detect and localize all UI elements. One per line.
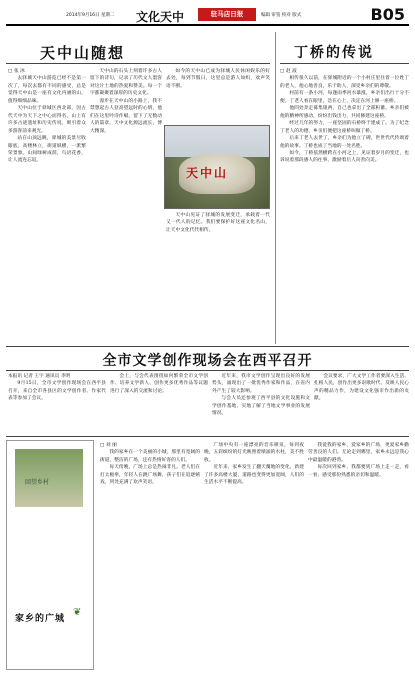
page-number: B05 (370, 5, 405, 24)
article4-byline: □ 刘 丽 (100, 443, 117, 448)
article2-headline: 丁桥的传说 (294, 45, 374, 61)
article4-paragraph: 每天傍晚，广场上总是热闹非凡。老人们在打太极拳，年轻人在跳广场舞，孩子们在追逐嬉戏，到处充满了欢声笑语。 (100, 465, 200, 486)
article1-col2 (90, 68, 162, 368)
article4-paragraph: 每次回到家乡，我都要到广场上走一走，看一看，感受那份熟悉的亲切和温暖。 (308, 465, 409, 478)
article2-paragraph: 如今，丁桥依然横跨在小河之上，见证着岁月的变迁，也诉说着那段感人的往事，激励着后人向善向美。 (280, 150, 409, 164)
sidebar-box (6, 440, 94, 670)
article3-paragraph: 9月15日，全市文学创作现场会在西平县召开，来自全市各县区的文学创作者、作家代表等参加了会议。 (8, 381, 106, 402)
tianzhong-mountain-photo (164, 125, 270, 209)
leaf-icon: ❦ (73, 607, 82, 618)
article2-paragraph: 他四处奔走募集银两，自己也拿出了全部积蓄。乡亲们被他的精神所感动，纷纷出钱出力，共同修建这座桥。 (280, 106, 409, 119)
article3-col4 (314, 373, 409, 433)
article2-paragraph: 村前有一条小河，每逢雨季河水暴涨，乡亲们出行十分不便。丁老人看在眼里，急在心上，决定在河上修一座桥。 (280, 91, 409, 104)
article4-col1 (100, 442, 200, 670)
article3-col2 (110, 373, 208, 433)
stone-inscription: 天中山 (186, 166, 229, 180)
article1-paragraph: 天中山位于驿城区西北部，因古代天中为天下之中心而得名。山上有许多古迹遗址和历史传说，吸引着众多游客前来观光。 (8, 106, 86, 134)
article1-headline: 天中山随想 (40, 44, 126, 62)
masthead (6, 4, 409, 26)
article3-col3 (212, 373, 310, 433)
article2-rule (280, 63, 409, 64)
article3-byline: 本报讯 记者 王宇 通讯员 李明 (8, 374, 71, 379)
article4-paragraph: 广场中央有一座漂亮的音乐喷泉，每到夜晚，五彩缤纷的灯光映照着喷涌的水柱，美不胜收。 (204, 443, 304, 463)
article2-col (280, 68, 409, 344)
article2-paragraph: 经过几年的努力，一座坚固的石桥终于建成了。为了纪念丁老人的功德，乡亲们便把这座桥叫做丁桥。 (280, 121, 409, 134)
article4-paragraph: 近年来，家乡发生了翻天覆地的变化，新建了许多高楼大厦，道路也变得更加宽阔，人们的生活水平不断提高。 (204, 465, 304, 486)
sidebar-title: 家乡的广城 (15, 614, 66, 624)
article3-paragraph: 与会人员还参观了西平县的文化设施和文学创作基地，实地了解了当地文学事业的发展情况。 (212, 396, 310, 417)
article1-paragraph: 天中山的石头上刻着许多古人留下的诗句，记录了历代文人墨客对这片土地的热爱和赞美。每一个字都凝聚着深厚的历史文化。 (90, 69, 162, 97)
section-divider (6, 346, 409, 347)
article4-col3 (308, 442, 409, 670)
article4-paragraph: 我的家乡在一个美丽的小城，那里有宽阔的街道，整洁的广场，还有热情好客的人们。 (100, 450, 200, 463)
article4-col2 (204, 442, 304, 670)
article1-byline: □ 张 冰 (8, 69, 25, 74)
article1-paragraph: 站在山顶远眺，驿城的美景尽收眼底，高楼林立，街道纵横，一派繁荣景象。山间绿树成荫，鸟语花香，让人流连忘返。 (8, 136, 86, 164)
article1-paragraph: 如今的天中山已成为驿城人民休闲娱乐的好去处，每到节假日，这里总是游人如织，欢声笑语不断。 (166, 69, 270, 89)
article4-paragraph: 我爱我的家乡，爱家乡的广场，更爱家乡勤劳善良的人们。无论走到哪里，家乡永远是我心中最温暖的港湾。 (308, 443, 409, 463)
issue-date: 2014年9月16日 星期二 (66, 13, 115, 18)
article3-col1 (8, 373, 106, 433)
article1-paragraph: 天中山见证了驿城的发展变迁，承载着一代又一代人的记忆。我们要保护好这座文化名山，让天中文化代代相传。 (166, 213, 270, 233)
article1-col1 (8, 68, 86, 368)
article1-paragraph: 去驿城天中山游览已经不是第一次了，每次去都有不同的感受，总是觉得天中山是一座有文化内涵的山，值得细细品味。 (8, 76, 86, 104)
article2-paragraph: 相传很久以前，在驿城附近的一个小村庄里住着一位姓丁的老人，他心地善良，乐于助人，深受乡亲们的尊敬。 (280, 76, 409, 89)
newspaper-logo: 驻马店日报 (198, 8, 256, 21)
article2-byline: □ 赵 波 (280, 69, 297, 74)
article1-col3 (166, 68, 270, 123)
article1-rule (6, 63, 270, 64)
article3-paragraph: 近年来，我市文学创作呈现出良好的发展势头，涌现出了一批优秀作家和作品，在省内外产生了较大影响。 (212, 374, 310, 394)
article3-paragraph: 会上，与会代表围绕如何繁荣全市文学创作、培养文学新人、创作更多优秀作品等议题进行了深入的交流和讨论。 (110, 374, 208, 394)
column-divider (275, 32, 276, 344)
article1-col4 (166, 212, 270, 337)
section-divider-2 (6, 436, 409, 437)
editor-credits: 编辑 审签 校对 版式 (261, 13, 302, 18)
article1-paragraph: 漫步在天中山的小路上，我不禁想起古人登高望远时的心情，他们在这里吟诗作赋，留下了无数动人的篇章。天中文化源远流长，博大精深。 (90, 98, 162, 134)
image-caption: 回望乡村 (25, 479, 50, 486)
article3-headline: 全市文学创作现场会在西平召开 (102, 353, 313, 369)
article2-paragraph: 后来丁老人去世了，乡亲们为他立了碑，世世代代传颂着他的故事。丁桥也成了当地的一处名胜。 (280, 136, 409, 149)
article3-rule (6, 370, 409, 371)
article3-paragraph: 会议要求，广大文学工作者要深入生活、扎根人民，创作出更多讴歌时代、反映人民心声的精品力作，为建设文化强市作出新的贡献。 (314, 374, 409, 402)
rural-scene-image (15, 449, 83, 507)
section-title: 文化天中 (136, 10, 185, 24)
